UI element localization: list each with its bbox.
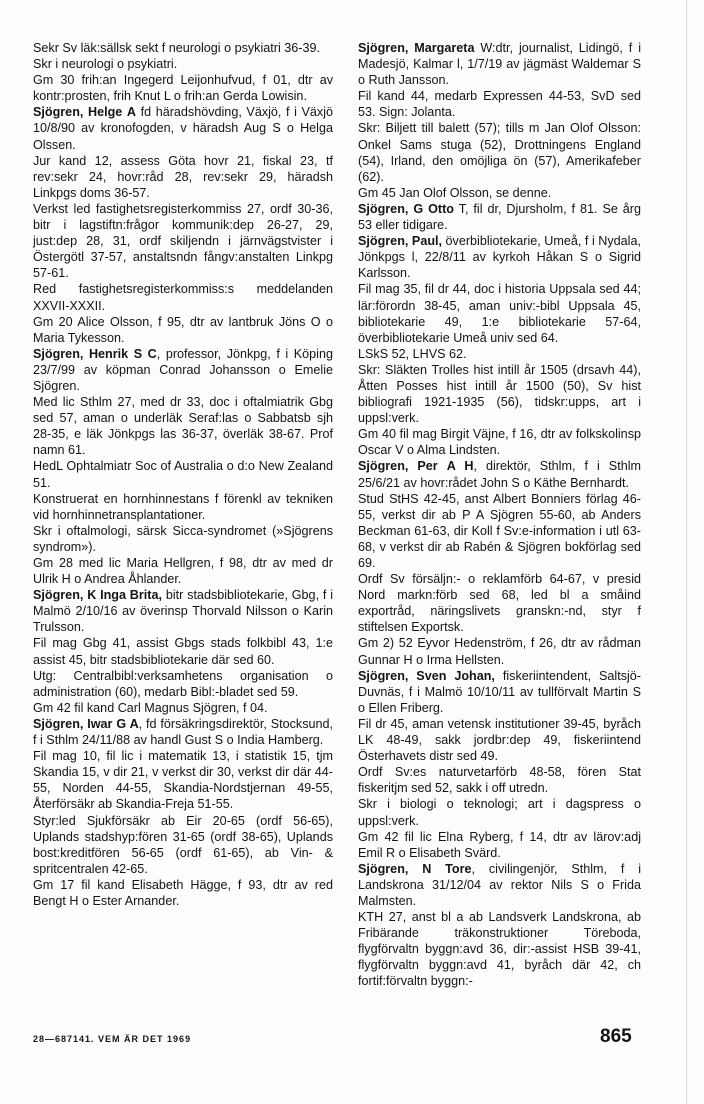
entry-text: Skr: Släkten Trolles hist intill år 1505 (drsavh 44), Åtten Posses hist intill år 1500 (50), Sv hist bibliografi 1921-1935 (56), tidskr:upps, art i uppsl:verk. [358, 362, 641, 426]
entry-text: Ordf Sv försäljn:- o reklamförb 64-67, v presid Nord markn:förb sed 68, led bl a småind exportråd, näringslivets granskn:-nd, styr f stiftelsen Exportsk. [358, 572, 641, 635]
entry-text: Ordf Sv:es naturvetarförb 48-58, fören Stat fiskeritjm sed 52, sakk i off utredn. [358, 765, 641, 796]
entry-text: , civilingenjör, Sthlm, f i Landskrona 31/12/04 av rektor Nils S o Frida Malmsten. [358, 861, 641, 908]
entry-name: Sjögren, Helge [33, 105, 123, 120]
biography-entry [358, 201, 641, 233]
entry-first-paragraph [33, 587, 333, 635]
entry-text: Gm 28 med lic Maria Hellgren, f 98, dtr av med dr Ulrik H o Andrea Åhlander. [33, 556, 333, 587]
biography-entry [358, 40, 641, 201]
entry-text: Jur kand 12, assess Göta hovr 21, fiskal 23, tf rev:sekr 24, hovr:råd 28, rev:sekr 29, häradsh Linkpgs doms 36-57. [33, 153, 333, 200]
entry-text: Red fastighetsregisterkommiss:s meddelanden XXVII-XXXII. [33, 282, 333, 313]
entry-text: Skr i neurologi o psykiatri. [33, 57, 178, 72]
entry-first-paragraph [33, 716, 333, 748]
entry-paragraph [358, 909, 641, 989]
entry-text: Gm 42 fil lic Elna Ryberg, f 14, dtr av lärov:adj Emil R o Elisabeth Svärd. [358, 829, 641, 860]
entry-paragraph [358, 764, 641, 796]
entry-text: bitr stadsbibliotekarie, Gbg, f i Malmö 2/10/16 av överinsp Thorvald Nilsson o Karin Trulsson. [33, 588, 333, 635]
entry-first-paragraph [358, 458, 641, 490]
entry-paragraph [358, 796, 641, 828]
entry-paragraph [358, 185, 641, 201]
entry-paragraph [33, 72, 333, 104]
biography-entry [33, 587, 333, 716]
entry-first-paragraph [358, 40, 641, 88]
biography-entry [358, 233, 641, 458]
entry-paragraph [33, 40, 333, 56]
entry-text: Skr i oftalmologi, särsk Sicca-syndromet (»Sjögrens syndrom»). [33, 523, 333, 554]
entry-text: T, fil dr, Djursholm, f 81. Se årg 53 eller tidigare. [358, 201, 642, 233]
entry-first-paragraph [358, 861, 641, 909]
entry-given-names: G A [116, 716, 139, 731]
entry-text: HedL Ophtalmiatr Soc of Australia o d:o New Zealand 51. [33, 459, 333, 490]
entry-text: Gm 42 fil kand Carl Magnus Sjögren, f 04. [33, 700, 268, 715]
page-number: 865 [600, 1026, 632, 1047]
entry-paragraph [33, 635, 333, 667]
entry-text: Skr i biologi o teknologi; art i dagspress o uppsl:verk. [358, 797, 641, 828]
entry-paragraph [358, 346, 641, 362]
entry-text: Fil mag Gbg 41, assist Gbgs stads folkbibl 43, 1:e assist 45, bitr stadsbibliotekarie där sed 60. [33, 636, 333, 667]
entry-name: Sjögren, Henrik [33, 346, 129, 361]
entry-paragraph [358, 362, 641, 426]
entry-paragraph [33, 668, 333, 700]
entry-text: fiskeriintendent, Saltsjö-Duvnäs, f i Malmö 10/10/11 av tullförvalt Martin S o Ellen Friberg. [358, 668, 641, 715]
biography-entry [33, 716, 333, 909]
entry-given-names: S C [133, 346, 157, 361]
entry-name: Sjögren, Paul, [358, 234, 443, 249]
entry-paragraph [358, 635, 641, 667]
entry-name: Sjögren, Per [358, 459, 438, 474]
entry-text: Fil mag 10, fil lic i matematik 13, i statistik 15, tjm Skandia 15, v dir 21, v verkst dir 30, verkst dir där 44-55, Norden 44-55, Skandia-Nordstjernan 49-55, Återförsäkr ab Skandia-Freja 51-55. [33, 749, 333, 812]
page-edge-line [686, 0, 687, 1104]
entry-paragraph [33, 201, 333, 281]
entry-given-names: A H [446, 459, 474, 474]
entry-text: KTH 27, anst bl a ab Landsverk Landskrona, ab Fribärande träkonstruktioner Töreboda, flygförvaltn byggn:avd 36, dir:-assist HSB 39-41, flygförvaltn byggn:avd 41, byråch där 42, ch fortif:förvaltn byggn:- [358, 910, 641, 989]
entry-text: Verkst led fastighetsregisterkommiss 27, ordf 30-36, bitr i lagstiftn:frågor kommunik:dep 26-27, 29, just:dep 28, 31, ordf skiljendn i järnvägstvister i Östergötl 37-57, anstaltsndn fångv:anstalten Linkpg 57-61. [33, 201, 333, 281]
entry-text: Skr: Biljett till balett (57); tills m Jan Olof Olsson: Onkel Sams stuga (52), Drottningens England (54), Irland, den omöjliga ön (57), Amerikafeber (62). [358, 121, 641, 184]
entry-paragraph [33, 314, 333, 346]
entry-text: Konstruerat en hornhinnestans f förenkl av tekniken vid hornhinnetransplantationer. [33, 491, 333, 522]
entry-text: , professor, Jönkpg, f i Köping 23/7/99 av köpman Conrad Johansson o Emelie Sjögren. [33, 346, 333, 393]
entry-paragraph [358, 716, 641, 764]
entry-text: LSkS 52, LHVS 62. [358, 346, 467, 361]
entry-paragraph [358, 426, 641, 458]
biography-entry [358, 668, 641, 861]
right-column [358, 40, 641, 990]
entry-text: Med lic Sthlm 27, med dr 33, doc i oftalmiatrik Gbg sed 57, aman o underläk Seraf:las o Sabbatsb sjh 28-35, e läk Jönkpgs las 36-37, överläk 38-67. Prof namn 61. [33, 395, 333, 458]
biography-entry [33, 346, 333, 587]
entry-paragraph [358, 829, 641, 861]
entry-paragraph [33, 458, 333, 490]
entry-name: Sjögren, Iwar [33, 716, 113, 731]
entry-text: Fil mag 35, fil dr 44, doc i historia Uppsala sed 44; lär:förordn 38-45, aman univ:-bibl Uppsala 45, bibliotekarie 49, 1:e bibliotekarie 57-64, överbibliotekarie Umeå univ sed 64. [358, 282, 641, 345]
entry-text: Fil kand 44, medarb Expressen 44-53, SvD sed 53. Sign: Jolanta. [358, 89, 641, 120]
entry-paragraph [33, 153, 333, 201]
entry-text: Styr:led Sjukförsäkr ab Eir 20-65 (ordf 56-65), Uplands stadshyp:fören 31-65 (ordf 38-65), Uplands bost:kreditfören 56-65 (ordf 61-65), ab Vin- & spritcentralen 42-65. [33, 813, 333, 876]
entry-given-names: N Tore [422, 861, 472, 876]
entry-paragraph [358, 120, 641, 184]
entry-text: överbibliotekarie, Umeå, f i Nydala, Jönkpgs l, 22/8/11 av kyrkoh Håkan S o Sigrid Karlsson. [358, 234, 641, 281]
entry-paragraph [33, 877, 333, 909]
footer-code: 28—687141. VEM ÄR DET 1969 [33, 1034, 192, 1044]
biography-entry [358, 458, 641, 667]
entry-first-paragraph [358, 233, 641, 281]
entry-text: Gm 2) 52 Eyvor Hedenström, f 26, dtr av rådman Gunnar H o Irma Hellsten. [358, 636, 641, 667]
entry-first-paragraph [358, 201, 641, 233]
entry-text: fd häradshövding, Växjö, f i Växjö 10/8/90 av kronofogden, v häradsh Aug S o Helga Olssen. [33, 105, 334, 152]
entry-text: Gm 20 Alice Olsson, f 95, dtr av lantbruk Jöns O o Maria Tykesson. [33, 314, 333, 345]
entry-text: Stud StHS 42-45, anst Albert Bonniers förlag 46-55, verkst dir ab P A Sjögren 55-60, ab Anders Beckman 61-63, dir Koll f Sv:e-information i utl 63-68, v verkst dir ab Rabén & Sjögren bokförlag sed 69. [358, 491, 641, 570]
entry-paragraph [33, 56, 333, 72]
biography-entry [358, 861, 641, 990]
entry-name: Sjögren, [358, 201, 409, 216]
entry-given-names: A [126, 105, 136, 120]
entry-paragraph [358, 281, 641, 345]
entry-paragraph [33, 555, 333, 587]
entry-name: Sjögren, [358, 861, 409, 876]
entry-paragraph [33, 523, 333, 555]
entry-paragraph [33, 491, 333, 523]
entry-text: W:dtr, journalist, Lidingö, f i Madesjö, Kalmar l, 1/7/19 av jägmäst Waldemar S o Ruth Jansson. [358, 41, 641, 88]
entry-name: Sjögren, Margareta [358, 41, 475, 55]
entry-paragraph [33, 281, 333, 313]
entry-text: Gm 17 fil kand Elisabeth Hägge, f 93, dtr av red Bengt H o Ester Arnander. [33, 877, 333, 908]
entry-first-paragraph [358, 668, 641, 716]
entry-text: , direktör, Sthlm, f i Sthlm 25/6/21 av hovr:rådet John S o Käthe Bernhardt. [358, 459, 641, 490]
entry-text: Utg: Centralbibl:verksamhetens organisation o administration (60), medarb Bibl:-bladet sed 59. [33, 668, 333, 699]
entry-paragraph [358, 571, 641, 635]
biography-entry [33, 40, 333, 104]
entry-text: Gm 40 fil mag Birgit Väjne, f 16, dtr av folkskolinsp Oscar V o Alma Lindsten. [358, 427, 641, 458]
entry-text: Gm 45 Jan Olof Olsson, se denne. [358, 185, 552, 200]
entry-paragraph [358, 88, 641, 120]
entry-first-paragraph [33, 346, 333, 394]
entry-text: , fd försäkringsdirektör, Stocksund, f i Sthlm 24/11/88 av handl Gust S o India Hamberg. [33, 716, 333, 748]
entry-paragraph [33, 748, 333, 812]
left-column [33, 40, 333, 909]
entry-paragraph [33, 813, 333, 877]
entry-paragraph [358, 491, 641, 571]
entry-given-names: G Otto [413, 201, 454, 216]
entry-paragraph [33, 394, 333, 458]
entry-first-paragraph [33, 104, 333, 152]
entry-paragraph [33, 700, 333, 716]
biography-entry [33, 104, 333, 345]
entry-text: Gm 30 frih:an Ingegerd Leijonhufvud, f 01, dtr av kontr:prosten, frih Knut L o frih:an Gerda Lowisin. [33, 73, 333, 104]
entry-text: Sekr Sv läk:sällsk sekt f neurologi o psykiatri 36-39. [33, 41, 320, 55]
entry-text: Fil dr 45, aman vetensk institutioner 39-45, byråch LK 48-49, sakk jordbr:dep 49, fiskeriintend Österhavets distr sed 49. [358, 716, 641, 764]
entry-name: Sjögren, Sven Johan, [358, 668, 495, 683]
entry-name: Sjögren, K Inga Brita, [33, 588, 163, 603]
